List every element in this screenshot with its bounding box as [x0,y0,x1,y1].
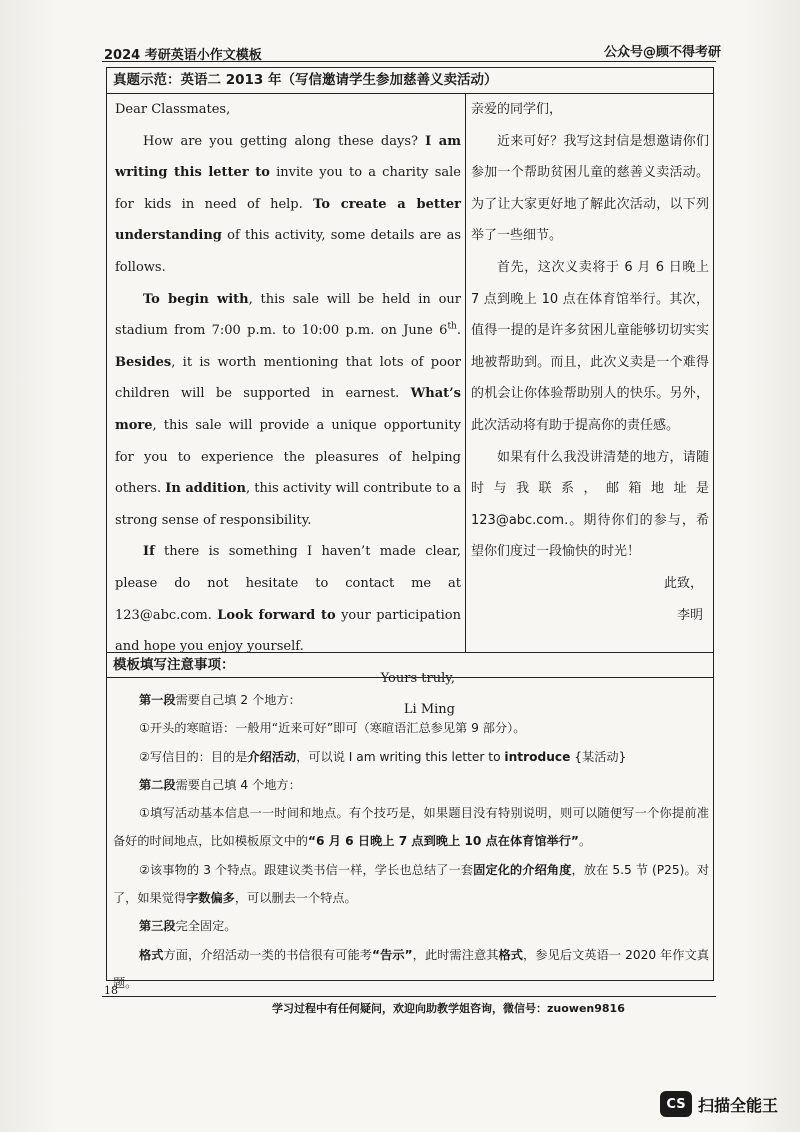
column-divider [465,94,466,652]
english-salutation: Dear Classmates, [115,102,231,117]
chinese-translation [471,94,709,631]
bold-phrase: 第一段 [139,693,176,707]
notes-title: 模板填写注意事项： [107,652,713,678]
footer-contact: 学习过程中有任何疑问，欢迎向助教学姐咨询，微信号：zuowen9816 [272,1002,625,1015]
note-purpose [113,743,709,771]
english-closing: Yours truly, [380,670,455,686]
bold-phrase: “告示” [371,947,413,962]
text-run: ，参见后文英语一 2020 年作文真题。 [113,947,710,990]
english-letter [115,94,461,726]
text-run: ，可以说 I am writing this letter to [296,749,505,764]
header-title: 2024 考研英语小作文模板 [104,48,262,63]
bold-phrase: I am writing this letter to [115,133,461,181]
bold-phrase: Besides [115,354,172,370]
page-number: 18 [104,984,118,997]
bold-phrase: 介绍活动 [247,749,297,764]
text-run: , this activity will contribute to a strong sense of responsibility. [115,481,461,528]
scanner-app-name: 扫描全能王 [698,1095,779,1115]
note-paragraph-2-heading [113,771,709,799]
note-paragraph-1-heading [113,686,709,714]
chinese-closing: 此致， [663,575,703,591]
text-run: there is something I haven’t made clear, please do not hesitate to contact me at 123@abc.com. [115,544,461,623]
chinese-salutation: 亲爱的同学们， [471,102,563,117]
chinese-paragraph-3: 如果有什么我没讲清楚的地方，请随时与我联系，邮箱地址是 123@abc.com.。期待你们的参与，希望你们度过一段愉快的时光！ [471,449,709,560]
bold-phrase: To begin with [143,291,249,307]
bold-phrase: 第三段 [139,919,176,934]
bold-phrase: Look forward to [217,607,336,623]
bold-phrase: To create a better understanding [115,196,461,244]
text-run: 完全固定。 [175,919,237,934]
text-run: . [456,323,461,339]
bold-phrase: 字数偏多 [186,891,235,906]
text-run: How are you getting along these days? [143,133,426,149]
text-run: 方面，介绍活动一类的书信很有可能考 [163,947,372,962]
text-run: ，放在 5.5 节 (P25)。对了，如果觉得 [113,862,710,906]
bold-phrase: “6 月 6 日晚上 7 点到晚上 10 点在体育馆举行” [308,834,579,849]
english-paragraph-3 [115,536,461,662]
bold-phrase: If [143,544,155,560]
chinese-paragraph-2: 首先，这次义卖将于 6 月 6 日晚上 7 点到晚上 10 点在体育馆举行。其次，值得一提的是许多贫困儿童能够切切实实地被帮助到。而且，此次义卖是一个难得的机会让你体验帮助别人的快乐。另外，此次活动将有助于提高你的责任感。 [471,259,709,433]
note-greeting: ①开头的寒暄语：一般用“近来可好”即可（寒暄语汇总参见第 9 部分）。 [139,721,526,736]
english-signature: Li Ming [403,702,455,718]
text-run: your participation and hope you enjoy yourself. [115,607,461,655]
text-run: 需要自己填 4 个地方： [175,777,301,792]
content-frame [106,67,714,990]
text-run: invite you to a charity sale for kids in need of help. [115,165,461,212]
chinese-signature: 李明 [676,607,703,623]
superscript: th [447,321,457,332]
bold-phrase: 固定化的介绍角度 [473,862,572,877]
text-run: ②写信目的：目的是 [139,749,248,764]
text-run: ，此时需注意其 [412,947,499,962]
bold-phrase: 格式 [498,947,524,962]
header-account: 公众号@顾不得考研 [604,45,722,60]
text-run: {某活动} [570,749,627,764]
bold-phrase: 格式 [139,947,164,962]
chinese-paragraph-1: 近来可好？我写这封信是想邀请你们参加一个帮助贫困儿童的慈善义卖活动。为了让大家更好地了解此次活动，以下列举了一些细节。 [471,133,709,244]
text-run: of this activity, some details are as follows. [115,228,461,275]
bold-phrase: 第二段 [139,777,176,792]
bold-phrase: What’s more [115,386,461,433]
note-time-place [113,799,709,856]
text-run: , this sale will provide a unique opportunity for you to experience the pleasures of helping others. [115,417,461,497]
text-run: , this sale will be held in our stadium from 7:00 p.m. to 10:00 p.m. on June 6 [115,291,461,339]
section-title: 真题示范：英语二 2013 年（写信邀请学生参加慈善义卖活动） [107,68,713,94]
text-run: , it is worth mentioning that lots of poor children will be supported in earnest. [115,354,461,402]
camscanner-logo-icon: CS [660,1091,692,1117]
notes-body [113,686,709,997]
english-paragraph-1 [115,126,461,284]
note-features [113,856,709,913]
text-run: 需要自己填 2 个地方： [175,693,301,707]
bold-phrase: introduce [504,749,571,764]
footer-divider [102,996,716,997]
header-divider [102,61,716,62]
note-format [113,941,709,998]
text-run: ，可以删去一个特点。 [234,891,357,906]
english-paragraph-2 [115,284,461,537]
text-run: ①填写活动基本信息一一时间和地点。有个技巧是，如果题目没有特别说明，则可以随便写一个你提前准备好的时间地点，比如模板原文中的 [113,806,709,849]
bold-phrase: In addition [165,481,246,497]
scanner-watermark [660,1090,778,1118]
note-paragraph-3-heading [113,912,709,940]
text-run: ②该事物的 3 个特点。跟建议类书信一样，学长也总结了一套 [139,862,474,877]
text-run: 。 [578,834,592,849]
